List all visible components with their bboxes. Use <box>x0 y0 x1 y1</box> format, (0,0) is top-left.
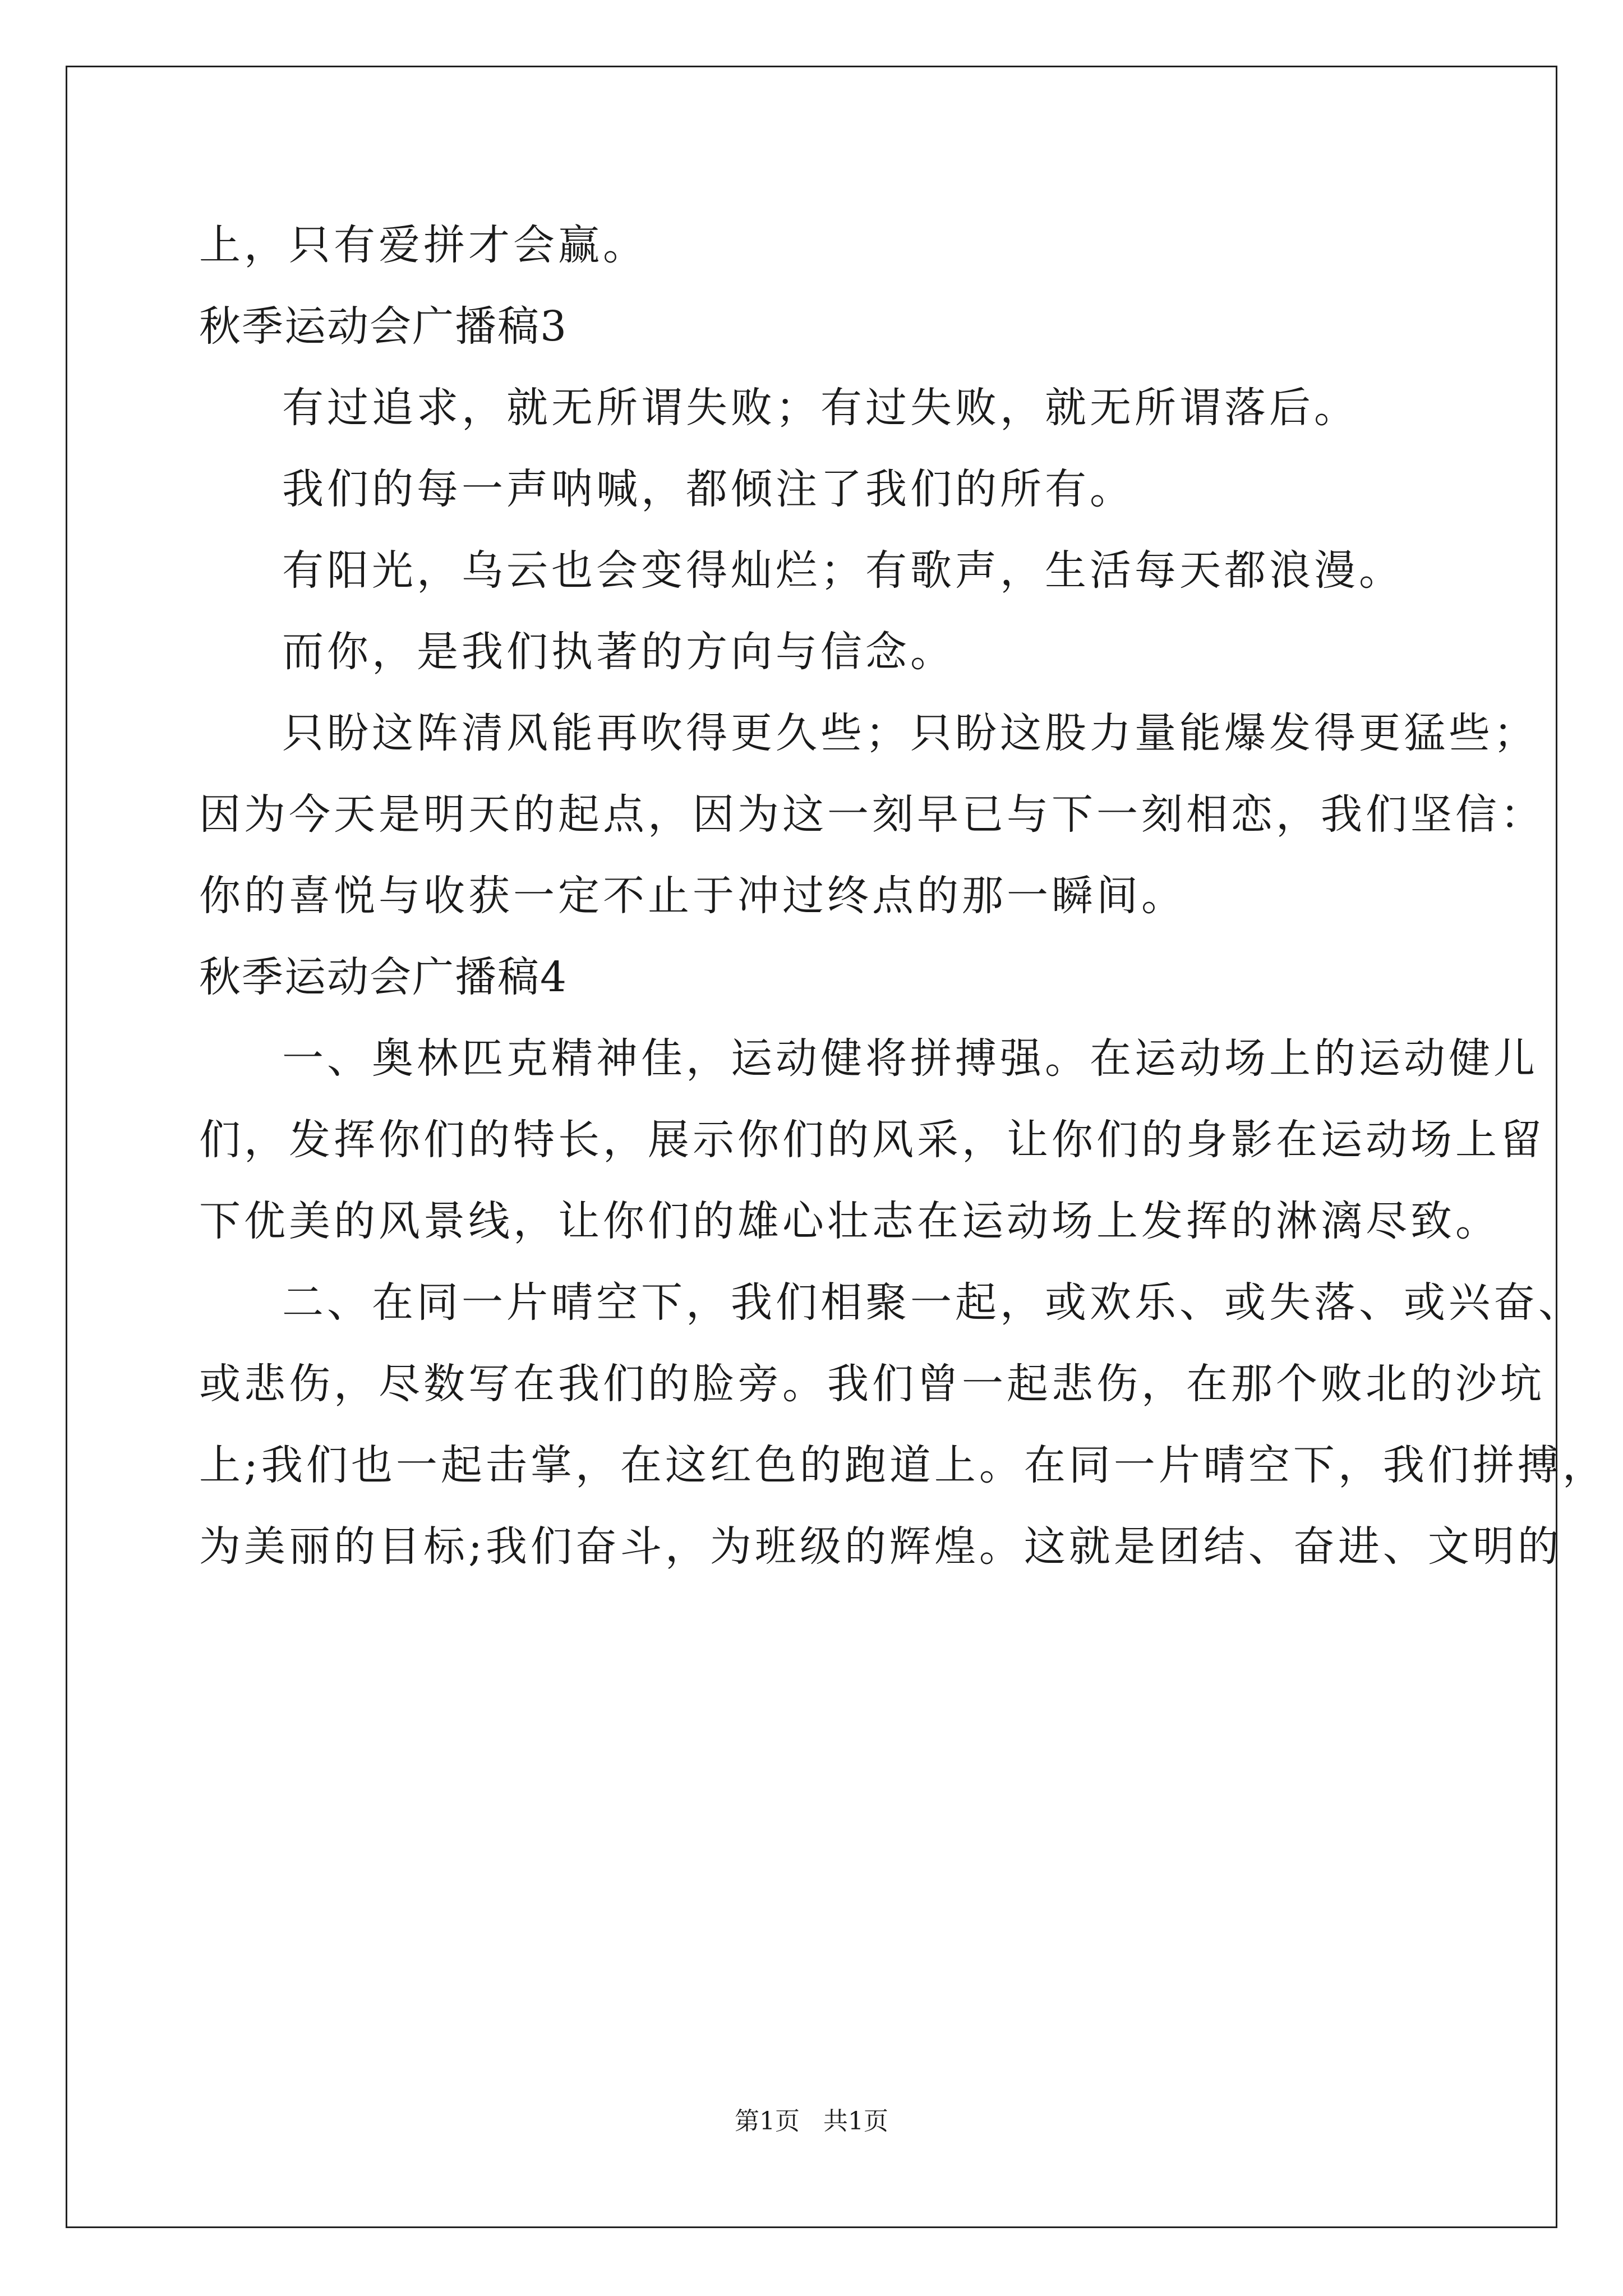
paragraph-line: 有阳光，乌云也会变得灿烂；有歌声，生活每天都浪漫。 <box>282 546 1404 595</box>
paragraph-line: 我们的每一声呐喊，都倾注了我们的所有。 <box>282 465 1135 513</box>
paragraph-line: 或悲伤，尽数写在我们的脸旁。我们曾一起悲伤，在那个败北的沙坑 <box>199 1360 1545 1408</box>
paragraph-line: 为美丽的目标;我们奋斗，为班级的辉煌。这就是团结、奋进、文明的 <box>199 1522 1562 1571</box>
section-heading: 秋季运动会广播稿4 <box>199 953 568 1001</box>
page-number-footer: 第1页 共1页 <box>735 2107 888 2136</box>
paragraph-line: 二、在同一片晴空下，我们相聚一起，或欢乐、或失落、或兴奋、 <box>282 1278 1583 1327</box>
paragraph-line: 上，只有爱拼才会赢。 <box>199 221 648 269</box>
paragraph-line: 你的喜悦与收获一定不止于冲过终点的那一瞬间。 <box>199 872 1186 920</box>
paragraph-line: 上;我们也一起击掌，在这红色的跑道上。在同一片晴空下，我们拼搏， <box>199 1441 1607 1489</box>
paragraph-line: 而你，是我们执著的方向与信念。 <box>282 628 955 676</box>
paragraph-line: 有过追求，就无所谓失败；有过失败，就无所谓落后。 <box>282 384 1359 432</box>
paragraph-line: 们，发挥你们的特长，展示你们的风采，让你们的身影在运动场上留 <box>199 1116 1545 1164</box>
paragraph-line: 因为今天是明天的起点，因为这一刻早已与下一刻相恋，我们坚信： <box>199 790 1545 839</box>
paragraph-line: 下优美的风景线，让你们的雄心壮志在运动场上发挥的淋漓尽致。 <box>199 1197 1500 1245</box>
section-heading: 秋季运动会广播稿3 <box>199 302 568 351</box>
paragraph-line: 一、奥林匹克精神佳，运动健将拼搏强。在运动场上的运动健儿 <box>282 1034 1538 1083</box>
paragraph-line: 只盼这阵清风能再吹得更久些；只盼这股力量能爆发得更猛些； <box>282 709 1538 757</box>
